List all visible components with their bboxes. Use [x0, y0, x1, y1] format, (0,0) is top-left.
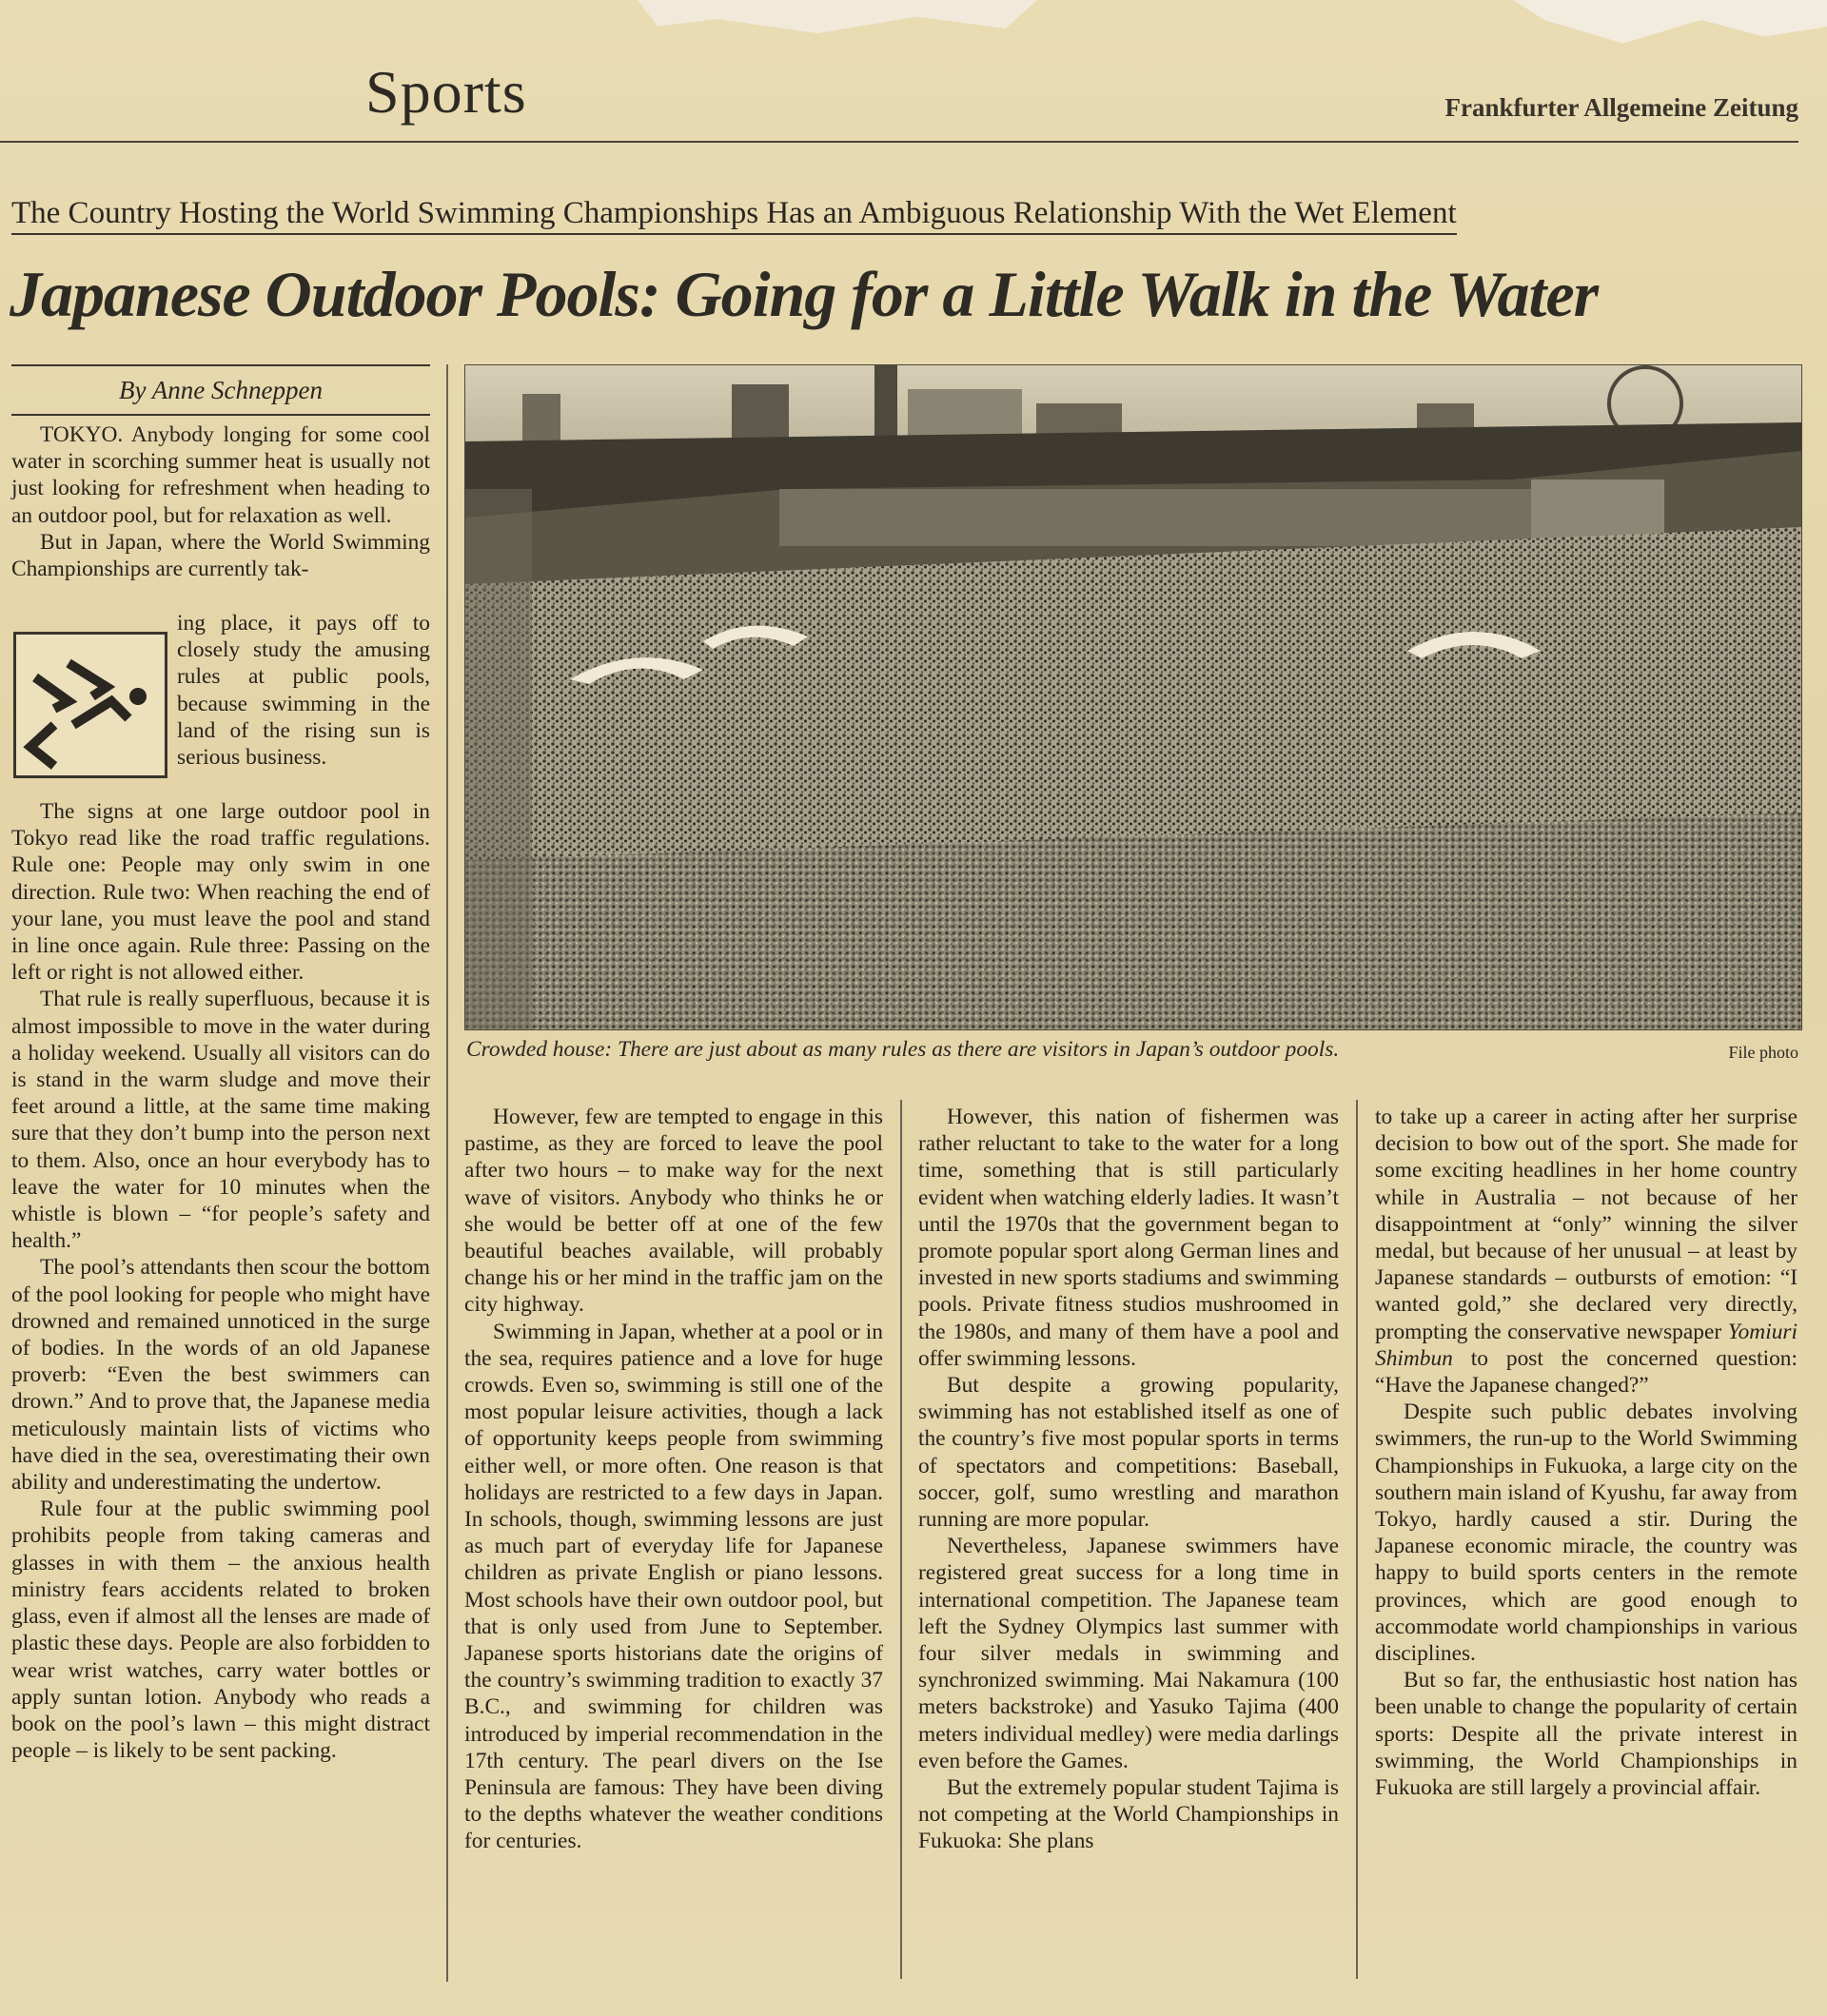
article-subhead: The Country Hosting the World Swimming Championships Has an Ambiguous Relationship With the Wet Element	[11, 196, 1457, 235]
caption-text: Crowded house: There are just about as many rules as there are visitors in Japan’s outdoor pools.	[466, 1037, 1340, 1062]
paragraph: The signs at one large outdoor pool in Tokyo read like the road traffic regulations. Rule one: People may only swim in one direction. Rule two: When reaching the end of your lane, you must leave the pool and stand in line once again. Rule three: Passing on the left or right is not allowed either.	[11, 799, 430, 986]
paragraph: But despite a growing popularity, swimming has not established itself as one of the country’s five most popular sports in terms of spectators and competitions: Baseball, soccer, golf, sumo wrestling and marathon running are more popular.	[918, 1373, 1339, 1533]
column-divider	[1356, 1100, 1358, 1979]
byline-box	[11, 364, 430, 416]
paragraph: But so far, the enthusiastic host nation has been unable to change the popularity of certain sports: Despite all the private interest in swimming, the World Championships in Fukuoka are still largely a provincial affair.	[1375, 1668, 1798, 1801]
photo-caption	[466, 1037, 1798, 1063]
article-column-2	[464, 1104, 883, 1855]
article-column-1-wrap	[177, 610, 430, 771]
photo-credit: File photo	[1728, 1043, 1798, 1062]
paragraph: But the extremely popular student Tajima is not competing at the World Championships in Fukuoka: She plans	[918, 1775, 1339, 1854]
article-column-1-lower	[11, 798, 430, 1764]
newspaper-name: Frankfurter Allgemeine Zeitung	[1444, 93, 1798, 122]
section-heading: Sports	[365, 58, 527, 126]
article-column-4	[1375, 1104, 1798, 1801]
paragraph: Swimming in Japan, whether at a pool or in the sea, requires patience and a love for huge crowds. Even so, swimming is still one of the most popular leisure activities, though a lack of opportunity keeps people from swimming either well, or more often. One reason is that holidays are restricted to a few days in Japan. In schools, though, swimming lessons are just as much part of everyday life for Japanese children as private English or piano lessons. Most schools have their own outdoor pool, but that is only used from June to September. Japanese sports historians date the origins of the country’s swimming tradition to exactly 37 B.C., and swimming for children was introduced by imperial recommendation in the 17th century. The pearl divers on the Ise Peninsula are famous: They have been diving to the depths whatever the weather conditions for centuries.	[464, 1319, 883, 1854]
byline: By Anne Schneppen	[119, 376, 323, 404]
paragraph: Rule four at the public swimming pool prohibits people from taking cameras and glasses in with them – the anxious health ministry fears accidents related to broken glass, even if almost all the lenses are made of plastic these days. People are also forbidden to wear wrist watches, carry water bottles or apply suntan lotion. Anybody who reads a book on the pool’s lawn – this might distract people – is likely to be sent packing.	[11, 1497, 430, 1764]
article-headline: Japanese Outdoor Pools: Going for a Little Walk in the Water	[10, 258, 1599, 330]
crowded-pool-photo	[464, 364, 1802, 1030]
paragraph: However, this nation of fishermen was rather reluctant to take to the water for a long time, something that is still particularly evident when watching elderly ladies. It wasn’t until the 1970s that the government began to promote popular sport along German lines and invested in new sports stadiums and swimming pools. Private fitness studios mushroomed in the 1980s, and many of them have a pool and offer swimming lessons.	[918, 1105, 1339, 1371]
header-rule	[0, 141, 1798, 143]
text-span: to take up a career in acting after her surprise decision to bow out of the sport. She made for some exciting headlines in her home country while in Australia – not because of her disappointment at “only” winning the silver medal, but because of her unusual – at least by Japanese standards – outbursts of emotion: “I wanted gold,” she declared very directly, prompting the conservative newspaper	[1375, 1105, 1798, 1344]
article-column-1	[11, 421, 430, 582]
paragraph: However, few are tempted to engage in this pastime, as they are forced to leave the pool after two hours – to make way for the next wave of visitors. Anybody who thinks he or she would be better off at one of the few beautiful beaches available, will probably change his or her mind in the traffic jam on the city highway.	[464, 1105, 883, 1318]
paragraph: But in Japan, where the World Swimming Championships are currently tak-	[11, 529, 430, 582]
newspaper-title: Yomiuri Shimbun	[1375, 1319, 1798, 1371]
article-column-3	[918, 1104, 1339, 1855]
paragraph	[1375, 1104, 1798, 1399]
paragraph: Nevertheless, Japanese swimmers have registered great success for a long time in international competition. The Japanese team left the Sydney Olympics last summer with four silver medals in swimming and synchronized swimming. Mai Nakamura (100 meters backstroke) and Yasuko Tajima (400 meters individual medley) were media darlings even before the Games.	[918, 1534, 1339, 1773]
paragraph: The pool’s attendants then scour the bottom of the pool looking for people who might have drowned and remained unnoticed in the surge of bodies. In the words of an old Japanese proverb: “Even the best swimmers can drown.” And to prove that, the Japanese media meticulously maintain lists of victims who have died in the sea, overestimating their own ability and underestimating the undertow.	[11, 1255, 430, 1496]
column-divider	[900, 1100, 902, 1979]
text-span: to post the concerned question: “Have the Japanese changed?”	[1375, 1345, 1798, 1399]
paragraph: TOKYO. Anybody longing for some cool water in scorching summer heat is usually not just looking for refreshment when heading to an outdoor pool, but for relaxation as well.	[11, 422, 430, 528]
paragraph: ing place, it pays off to closely study the amusing rules at public pools, because swimming in the land of the rising sun is serious business.	[177, 611, 430, 771]
column-divider	[446, 364, 448, 1982]
paragraph: That rule is really superfluous, because it is almost impossible to move in the water during a holiday weekend. Usually all visitors can do is stand in the warm sludge and move their feet around a little, at the same time making sure that they don’t bump into the person next to them. Also, once an hour everybody has to leave the water for 10 minutes when the whistle is blown – “for people’s safety and health.”	[11, 987, 430, 1254]
paragraph: Despite such public debates involving swimmers, the run-up to the World Swimming Championships in Fukuoka, a large city on the southern main island of Kyushu, far away from Tokyo, hardly caused a stir. During the Japanese economic miracle, the country was happy to build sports centers in the remote provinces, which are good enough to accommodate world championships in various disciplines.	[1375, 1399, 1798, 1667]
swimmer-pictogram-icon	[13, 632, 167, 778]
